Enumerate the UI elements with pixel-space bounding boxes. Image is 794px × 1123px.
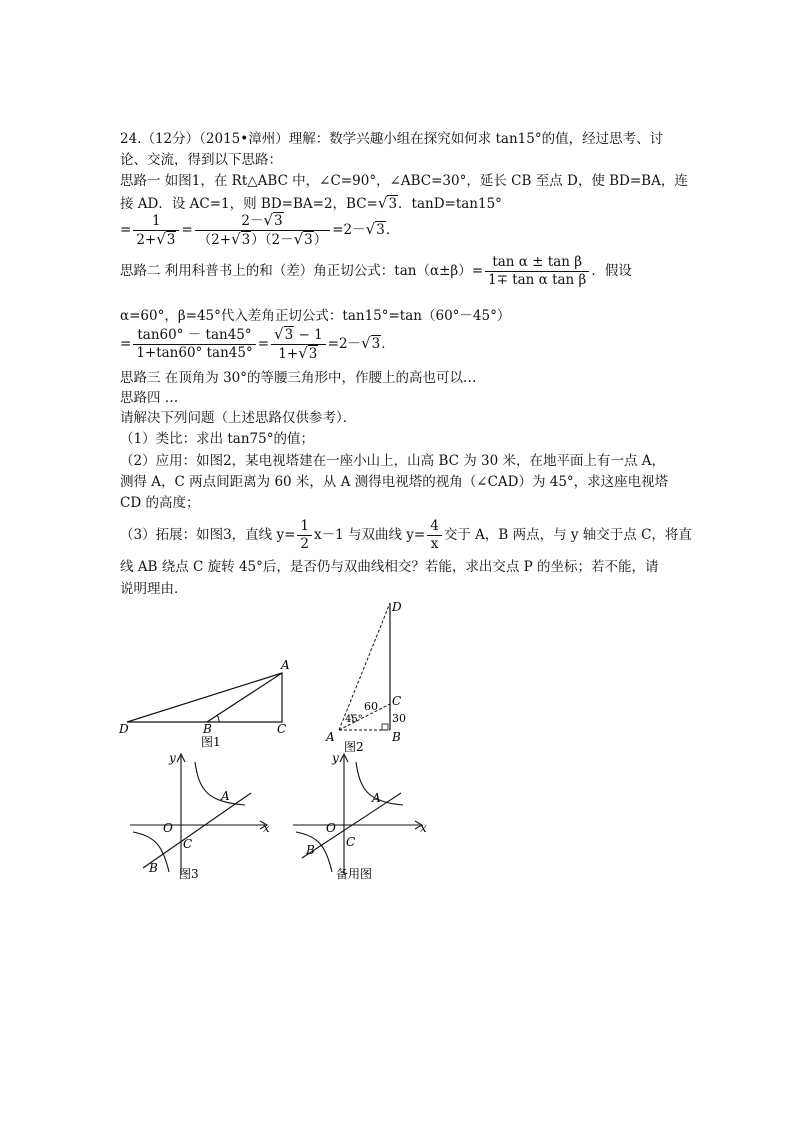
label-o: O xyxy=(163,821,173,835)
angle-abc-arc xyxy=(217,715,219,722)
question-1: （1）类比：求出 tan75°的值； xyxy=(120,431,314,447)
figure-spare-caption: 备用图 xyxy=(336,867,373,881)
triangle-adc xyxy=(127,673,282,722)
fraction: $\frac{√3 - 1}{1+√3}$ xyxy=(271,326,326,363)
question-3-line1: （3）拓展：如图3，直线 y= $\frac{1}{2}$ x－1 与双曲线 y= $\frac{4}{x}$ 交于 A，B 两点，与 y 轴交于点 C，将直 xyxy=(120,518,692,552)
approach1-text: 思路一 如图1，在 Rt△ABC 中，∠C=90°，∠ABC=30°，延长 CB 至点 D，使 BD=BA，连 xyxy=(120,173,688,189)
label-a: A xyxy=(372,791,381,805)
formula-tan15-approach1: = $\frac{1}{2+√3}$ = $\frac{2-√3}{(2+√3)(2-√3)}$ =2－√3． xyxy=(120,211,400,248)
label-x: x xyxy=(420,821,427,835)
label-d: D xyxy=(119,722,129,736)
label-c: C xyxy=(183,837,193,851)
fraction: $\frac{2-√3}{(2+√3)(2-√3)}$ xyxy=(195,212,331,249)
label-a: A xyxy=(326,730,335,744)
question-2-line1: （2）应用：如图2，某电视塔建在一座小山上，山高 BC 为 30 米，在地平面上有一点 A， xyxy=(120,453,666,469)
label-b: B xyxy=(306,843,315,857)
label-y: y xyxy=(169,751,176,765)
segment-ba xyxy=(207,673,282,722)
question-2-line3: CD 的高度； xyxy=(120,495,200,511)
label-b: B xyxy=(203,722,212,736)
label-b: B xyxy=(149,861,158,875)
label-60: 60 xyxy=(364,700,378,713)
figure-3 xyxy=(125,750,275,885)
label-a: A xyxy=(221,789,230,803)
question-3-line2: 线 AB 绕点 C 旋转 45°后，是否仍与双曲线相交？若能，求出交点 P 的坐标；若不能，请 xyxy=(120,559,659,575)
approach2-text: 思路二 利用科普书上的和（差）角正切公式：tan（α±β）= $\frac{\text{tan α ± tan β}}{\text{1∓ tan α tan β}}$ ．假设 xyxy=(120,254,632,288)
approach2-substitution: α=60°，β=45°代入差角正切公式：tan15°=tan（60°－45°） xyxy=(120,308,511,324)
label-c: C xyxy=(277,722,287,736)
figure-1-caption: 图1 xyxy=(201,735,221,749)
label-a: A xyxy=(281,658,290,672)
label-x: x xyxy=(263,821,270,835)
label-d: D xyxy=(392,600,402,614)
fraction: $\frac{1}{2+√3}$ xyxy=(133,213,179,249)
figure-spare xyxy=(288,750,438,885)
problem-intro: 24.（12分）（2015•漳州）理解：数学兴趣小组在探究如何求 tan15°的值，经过思考、讨 xyxy=(120,131,664,147)
figure-2-caption: 图2 xyxy=(344,740,364,754)
tan-difference-formula: $\frac{\text{tan α ± tan β}}{\text{1∓ tan α tan β}}$ xyxy=(485,254,589,289)
question-3-line3: 说明理由． xyxy=(120,581,188,597)
figure-3-caption: 图3 xyxy=(179,867,199,881)
line-ab xyxy=(143,793,251,868)
approach3-text: 思路三 在顶角为 30°的等腰三角形中，作腰上的高也可以… xyxy=(120,370,477,386)
problem-intro-cont: 论、交流，得到以下思路： xyxy=(120,152,282,168)
hyperbola-branch-1 xyxy=(195,762,245,805)
approach4-text: 思路四 … xyxy=(120,390,179,406)
sqrt3: √3 xyxy=(377,194,398,212)
label-c: C xyxy=(392,694,402,708)
label-c: C xyxy=(346,835,356,849)
figure-2 xyxy=(320,595,410,755)
approach1-setup: 接 AD．设 AC=1，则 BD=BA=2，BC=√3．tanD=tan15° xyxy=(120,194,502,212)
label-45-degrees: 45° xyxy=(345,714,363,725)
question-2-line2: 测得 A，C 两点间距离为 60 米，从 A 测得电视塔的视角（∠CAD）为 45°，求这座电视塔 xyxy=(120,474,669,490)
figure-1 xyxy=(115,655,300,750)
label-b: B xyxy=(392,730,401,744)
fraction: $\frac{\tan 60^\circ - \tan 45^\circ}{1+\tan 60^\circ \tan 45^\circ}$ xyxy=(133,327,255,362)
right-angle-mark xyxy=(382,724,388,730)
label-o: O xyxy=(326,821,336,835)
label-30: 30 xyxy=(392,712,406,725)
instruction-text: 请解决下列问题（上述思路仅供参考）． xyxy=(120,410,357,426)
label-y: y xyxy=(332,751,339,765)
formula-tan15-approach2: = $\frac{\tan 60^\circ - \tan 45^\circ}{1+\tan 60^\circ \tan 45^\circ}$ = $\frac{√3 - 1}{1+√3}$ =2－√3． xyxy=(120,325,395,362)
